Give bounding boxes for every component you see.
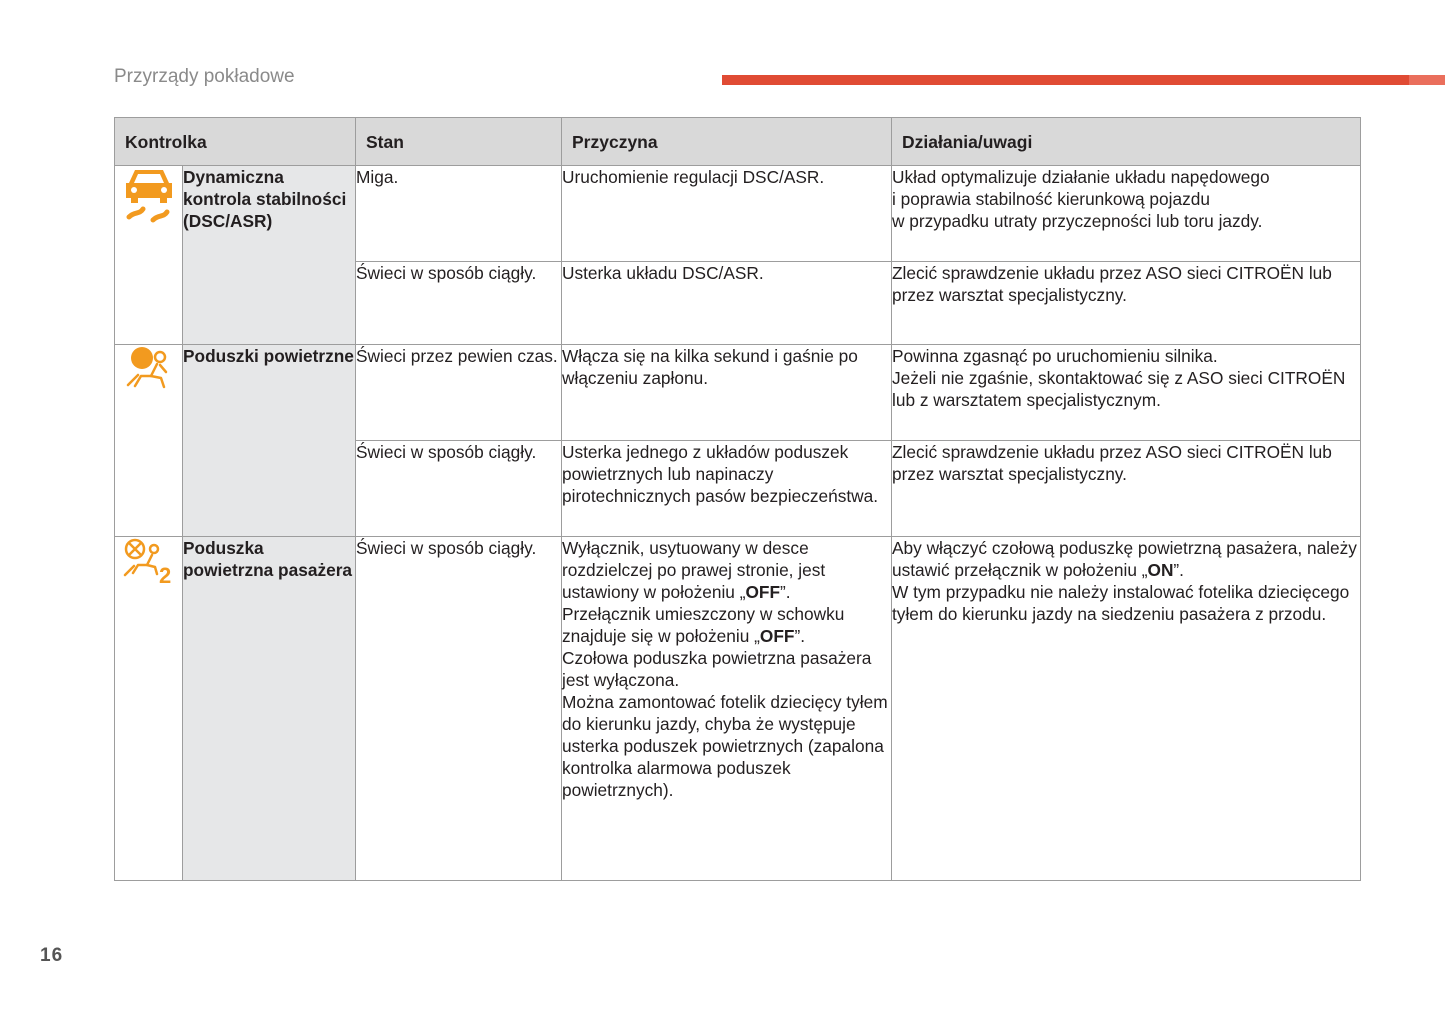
cause-cell: Włącza się na kilka sekund i gaśnie po włączeniu zapłonu.	[562, 345, 892, 441]
cause-paragraph: Przełącznik umieszczony w schowku znajduje się w położeniu „OFF”.	[562, 604, 845, 646]
off-label: OFF	[745, 582, 781, 602]
indicator-name: Poduszka powietrzna pasażera	[183, 537, 356, 881]
action-line: Jeżeli nie zgaśnie, skontaktować się z ASO sieci CITROËN lub z warsztatem specjalistycznym.	[892, 368, 1346, 410]
action-cell	[892, 537, 1361, 881]
action-cell	[892, 166, 1361, 262]
state-cell: Miga.	[356, 166, 562, 262]
column-header-przyczyna: Przyczyna	[562, 118, 892, 166]
cause-cell: Uruchomienie regulacji DSC/ASR.	[562, 166, 892, 262]
off-label: OFF	[759, 626, 795, 646]
action-line: w przypadku utraty przyczepności lub toru jazdy.	[892, 211, 1263, 231]
state-cell: Świeci przez pewien czas.	[356, 345, 562, 441]
table-header-row	[115, 118, 1361, 166]
column-header-kontrolka: Kontrolka	[115, 118, 356, 166]
cause-paragraph: Czołowa poduszka powietrzna pasażera jest wyłączona.	[562, 648, 872, 690]
cause-paragraph: Można zamontować fotelik dziecięcy tyłem do kierunku jazdy, chyba że występuje usterka poduszek powietrznych (zapalona kontrolka alarmowa poduszek powietrznych).	[562, 692, 888, 800]
svg-text:2: 2	[158, 563, 171, 587]
on-label: ON	[1147, 560, 1174, 580]
cause-cell	[562, 537, 892, 881]
icon-cell	[115, 537, 183, 881]
action-cell: Zlecić sprawdzenie układu przez ASO sieci CITROËN lub przez warsztat specjalistyczny.	[892, 441, 1361, 537]
action-line: Układ optymalizuje działanie układu napędowego	[892, 167, 1270, 187]
action-line: i poprawia stabilność kierunkową pojazdu	[892, 189, 1210, 209]
warning-lights-table	[114, 117, 1361, 881]
section-title: Przyrządy pokładowe	[114, 66, 295, 87]
stability-control-icon	[115, 166, 182, 224]
table-row	[115, 166, 1361, 262]
icon-cell	[115, 345, 183, 537]
column-header-stan: Stan	[356, 118, 562, 166]
cause-cell: Usterka układu DSC/ASR.	[562, 262, 892, 345]
indicator-name: Dynamiczna kontrola stabilności (DSC/ASR)	[183, 166, 356, 345]
action-cell: Zlecić sprawdzenie układu przez ASO sieci CITROËN lub przez warsztat specjalistyczny.	[892, 262, 1361, 345]
page-number: 16	[40, 945, 64, 966]
passenger-airbag-off-icon	[115, 537, 182, 587]
state-cell: Świeci w sposób ciągły.	[356, 262, 562, 345]
action-paragraph: Aby włączyć czołową poduszkę powietrzną pasażera, należy ustawić przełącznik w położeniu „ON”.	[892, 538, 1357, 580]
action-paragraph: W tym przypadku nie należy instalować fotelika dziecięcego tyłem do kierunku jazdy na siedzeniu pasażera z przodu.	[892, 582, 1350, 624]
cause-cell: Usterka jednego z układów poduszek powietrznych lub napinaczy pirotechnicznych pasów bezpieczeństwa.	[562, 441, 892, 537]
column-header-dzialania: Działania/uwagi	[892, 118, 1361, 166]
table-row	[115, 537, 1361, 881]
cause-paragraph: Wyłącznik, usytuowany w desce rozdzielczej po prawej stronie, jest ustawiony w położeniu „OFF”.	[562, 538, 826, 602]
state-cell: Świeci w sposób ciągły.	[356, 537, 562, 881]
action-cell	[892, 345, 1361, 441]
header-accent-bar	[722, 75, 1445, 85]
state-cell: Świeci w sposób ciągły.	[356, 441, 562, 537]
action-line: Powinna zgasnąć po uruchomieniu silnika.	[892, 346, 1218, 366]
indicator-name: Poduszki powietrzne	[183, 345, 356, 537]
airbag-icon	[115, 345, 182, 391]
table-row	[115, 345, 1361, 441]
icon-cell	[115, 166, 183, 345]
